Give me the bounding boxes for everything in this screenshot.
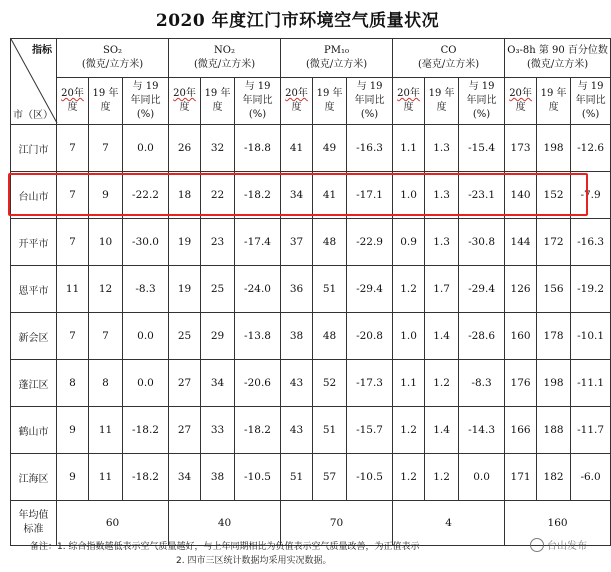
row-value-cell: 0.0 <box>123 125 169 172</box>
subheader-year-2020 <box>505 78 537 125</box>
row-value-cell: 140 <box>505 172 537 219</box>
row-value-cell: 29 <box>201 313 235 360</box>
row-value-cell: -17.4 <box>235 219 281 266</box>
row-value-cell: -18.2 <box>123 454 169 501</box>
row-value-cell: -10.5 <box>347 454 393 501</box>
standard-value-pm10: 70 <box>281 501 393 546</box>
row-value-cell: 0.9 <box>393 219 425 266</box>
row-value-cell: 52 <box>313 360 347 407</box>
row-value-cell: 7 <box>57 313 89 360</box>
subheader-text: 19 年 <box>428 88 455 99</box>
watermark-text: 台山发布 <box>547 541 587 552</box>
row-value-cell: 8 <box>57 360 89 407</box>
standard-label-text: 年均值 <box>18 510 49 521</box>
row-value-cell: 19 <box>169 266 201 313</box>
row-value-cell: 34 <box>201 360 235 407</box>
subheader-year-2019 <box>425 78 459 125</box>
table-row <box>11 266 611 313</box>
subheader-text: 与 19 <box>244 81 271 92</box>
group-name: NO₂ <box>214 45 235 56</box>
row-city-name: 开平市 <box>11 219 57 266</box>
subheader-text: 度 <box>548 102 559 113</box>
row-value-cell: 0.0 <box>123 313 169 360</box>
row-value-cell: 1.4 <box>425 407 459 454</box>
row-value-cell: 51 <box>313 407 347 454</box>
row-value-cell: 144 <box>505 219 537 266</box>
subheader-text: 20年 <box>509 88 532 99</box>
row-value-cell: -18.2 <box>235 172 281 219</box>
row-value-cell: 51 <box>313 266 347 313</box>
row-value-cell: -29.4 <box>347 266 393 313</box>
corner-label-city: 市（区） <box>13 110 53 121</box>
table-row <box>11 313 611 360</box>
row-value-cell: 38 <box>281 313 313 360</box>
table-row <box>11 360 611 407</box>
row-value-cell: 160 <box>505 313 537 360</box>
table-row <box>11 219 611 266</box>
standard-value-so2: 60 <box>57 501 169 546</box>
group-name: PM₁₀ <box>324 45 350 56</box>
row-value-cell: 0.0 <box>459 454 505 501</box>
row-value-cell: 9 <box>89 172 123 219</box>
row-value-cell: -30.0 <box>123 219 169 266</box>
row-value-cell: 1.2 <box>393 407 425 454</box>
row-value-cell: 1.0 <box>393 313 425 360</box>
group-name: CO <box>440 45 457 56</box>
row-value-cell: 7 <box>89 125 123 172</box>
subheader-text: (%) <box>581 109 600 120</box>
subheader-text: 与 19 <box>577 81 604 92</box>
subheader-yoy <box>123 78 169 125</box>
subheader-text: 19 年 <box>316 88 343 99</box>
row-value-cell: 18 <box>169 172 201 219</box>
subheader-text: 年同比 <box>575 95 606 106</box>
row-value-cell: 19 <box>169 219 201 266</box>
standard-value-no2: 40 <box>169 501 281 546</box>
row-value-cell: 1.3 <box>425 125 459 172</box>
row-value-cell: 41 <box>281 125 313 172</box>
row-value-cell: 173 <box>505 125 537 172</box>
subheader-year-2020 <box>393 78 425 125</box>
row-value-cell: 34 <box>281 172 313 219</box>
header-row-groups <box>11 39 611 78</box>
subheader-text: 年同比 <box>242 95 273 106</box>
row-value-cell: 1.7 <box>425 266 459 313</box>
subheader-text: 度 <box>291 102 302 113</box>
row-value-cell: 156 <box>537 266 571 313</box>
row-value-cell: 36 <box>281 266 313 313</box>
corner-label-indicator: 指标 <box>32 45 52 56</box>
subheader-text: 度 <box>100 102 111 113</box>
row-value-cell: -22.2 <box>123 172 169 219</box>
group-unit: (毫克/立方米) <box>417 59 480 70</box>
table-row <box>11 454 611 501</box>
row-value-cell: 27 <box>169 360 201 407</box>
row-value-cell: -13.8 <box>235 313 281 360</box>
row-value-cell: 1.2 <box>425 454 459 501</box>
row-value-cell: 8 <box>89 360 123 407</box>
row-value-cell: -23.1 <box>459 172 505 219</box>
standard-label-text: 标准 <box>23 524 44 535</box>
row-value-cell: 1.2 <box>425 360 459 407</box>
subheader-text: 20年 <box>397 88 420 99</box>
subheader-text: 20年 <box>61 88 84 99</box>
row-value-cell: -8.3 <box>123 266 169 313</box>
row-value-cell: 1.2 <box>393 266 425 313</box>
subheader-yoy <box>347 78 393 125</box>
group-unit: (微克/立方米) <box>193 59 256 70</box>
row-value-cell: -29.4 <box>459 266 505 313</box>
row-value-cell: -11.1 <box>571 360 611 407</box>
row-value-cell: 198 <box>537 125 571 172</box>
row-value-cell: -22.9 <box>347 219 393 266</box>
standard-row <box>11 501 611 546</box>
row-value-cell: -15.4 <box>459 125 505 172</box>
row-value-cell: -12.6 <box>571 125 611 172</box>
row-value-cell: -14.3 <box>459 407 505 454</box>
table-body <box>11 125 611 501</box>
row-value-cell: 12 <box>89 266 123 313</box>
subheader-text: (%) <box>248 109 267 120</box>
row-value-cell: 25 <box>169 313 201 360</box>
row-value-cell: -17.3 <box>347 360 393 407</box>
row-value-cell: -28.6 <box>459 313 505 360</box>
footnotes <box>30 540 590 568</box>
subheader-text: 与 19 <box>356 81 383 92</box>
subheader-text: 19 年 <box>204 88 231 99</box>
row-value-cell: 182 <box>537 454 571 501</box>
subheader-text: 年同比 <box>130 95 161 106</box>
subheader-text: (%) <box>360 109 379 120</box>
subheader-text: 度 <box>324 102 335 113</box>
row-city-name: 鹤山市 <box>11 407 57 454</box>
row-value-cell: 41 <box>313 172 347 219</box>
row-value-cell: 34 <box>169 454 201 501</box>
subheader-year-2020 <box>57 78 89 125</box>
watermark <box>530 537 587 552</box>
row-value-cell: 1.0 <box>393 172 425 219</box>
row-value-cell: 43 <box>281 360 313 407</box>
row-value-cell: 49 <box>313 125 347 172</box>
row-value-cell: -30.8 <box>459 219 505 266</box>
subheader-text: 度 <box>515 102 526 113</box>
subheader-year-2019 <box>313 78 347 125</box>
group-header-o3 <box>505 39 611 78</box>
header-row-subcolumns <box>11 78 611 125</box>
row-value-cell: 1.1 <box>393 360 425 407</box>
row-value-cell: 7 <box>57 172 89 219</box>
row-value-cell: 37 <box>281 219 313 266</box>
group-name: O₃-8h 第 90 百分位数 <box>507 45 608 56</box>
subheader-text: 度 <box>67 102 78 113</box>
subheader-year-2019 <box>89 78 123 125</box>
group-unit: (微克/立方米) <box>526 59 589 70</box>
subheader-text: 20年 <box>173 88 196 99</box>
group-unit: (微克/立方米) <box>305 59 368 70</box>
subheader-text: 19 年 <box>540 88 567 99</box>
row-value-cell: 7 <box>57 219 89 266</box>
group-header-no2 <box>169 39 281 78</box>
row-value-cell: 27 <box>169 407 201 454</box>
subheader-text: 度 <box>436 102 447 113</box>
row-value-cell: -10.5 <box>235 454 281 501</box>
row-value-cell: -18.2 <box>123 407 169 454</box>
subheader-text: 与 19 <box>132 81 159 92</box>
row-value-cell: -8.3 <box>459 360 505 407</box>
row-value-cell: 9 <box>57 454 89 501</box>
row-value-cell: -17.1 <box>347 172 393 219</box>
row-value-cell: 9 <box>57 407 89 454</box>
table-row <box>11 125 611 172</box>
subheader-text: 19 年 <box>92 88 119 99</box>
subheader-year-2020 <box>169 78 201 125</box>
subheader-yoy <box>459 78 505 125</box>
subheader-yoy <box>235 78 281 125</box>
row-value-cell: 33 <box>201 407 235 454</box>
group-header-co <box>393 39 505 78</box>
footnote-line-2: 2. 四市三区统计数据均采用实况数据。 <box>176 556 332 566</box>
subheader-text: 与 19 <box>468 81 495 92</box>
row-value-cell: -20.8 <box>347 313 393 360</box>
group-header-so2 <box>57 39 169 78</box>
row-value-cell: 1.1 <box>393 125 425 172</box>
row-value-cell: 10 <box>89 219 123 266</box>
row-value-cell: 43 <box>281 407 313 454</box>
row-value-cell: 0.0 <box>123 360 169 407</box>
row-value-cell: -16.3 <box>571 219 611 266</box>
row-value-cell: 38 <box>201 454 235 501</box>
row-value-cell: 26 <box>169 125 201 172</box>
row-city-name: 新会区 <box>11 313 57 360</box>
subheader-yoy <box>571 78 611 125</box>
subheader-text: 20年 <box>285 88 308 99</box>
row-city-name: 恩平市 <box>11 266 57 313</box>
row-value-cell: -24.0 <box>235 266 281 313</box>
row-value-cell: 166 <box>505 407 537 454</box>
subheader-text: 年同比 <box>354 95 385 106</box>
row-city-name: 江门市 <box>11 125 57 172</box>
row-value-cell: 25 <box>201 266 235 313</box>
row-value-cell: -11.7 <box>571 407 611 454</box>
row-city-name: 蓬江区 <box>11 360 57 407</box>
row-value-cell: 171 <box>505 454 537 501</box>
footnote-line-1: 备注：1. 综合指数越低表示空气质量越好，与上年同期相比为负值表示空气质量改善，为正值表示 <box>30 542 420 552</box>
row-value-cell: 198 <box>537 360 571 407</box>
row-city-name: 江海区 <box>11 454 57 501</box>
row-value-cell: -15.7 <box>347 407 393 454</box>
group-name: SO₂ <box>102 45 123 56</box>
row-value-cell: 11 <box>89 407 123 454</box>
subheader-year-2020 <box>281 78 313 125</box>
row-value-cell: -18.2 <box>235 407 281 454</box>
row-value-cell: 1.3 <box>425 172 459 219</box>
wechat-icon <box>530 538 544 552</box>
row-value-cell: -7.9 <box>571 172 611 219</box>
subheader-text: 年同比 <box>466 95 497 106</box>
row-value-cell: -18.8 <box>235 125 281 172</box>
row-value-cell: 48 <box>313 313 347 360</box>
standard-value-o3: 160 <box>505 501 611 546</box>
row-value-cell: 178 <box>537 313 571 360</box>
row-value-cell: 172 <box>537 219 571 266</box>
row-value-cell: 7 <box>57 125 89 172</box>
table-row <box>11 172 611 219</box>
row-value-cell: 1.3 <box>425 219 459 266</box>
row-value-cell: -19.2 <box>571 266 611 313</box>
group-header-pm10 <box>281 39 393 78</box>
subheader-text: (%) <box>472 109 491 120</box>
row-value-cell: -10.1 <box>571 313 611 360</box>
row-value-cell: -16.3 <box>347 125 393 172</box>
table-row <box>11 407 611 454</box>
row-value-cell: 48 <box>313 219 347 266</box>
row-city-name: 台山市 <box>11 172 57 219</box>
row-value-cell: 57 <box>313 454 347 501</box>
subheader-text: 度 <box>212 102 223 113</box>
row-value-cell: 11 <box>57 266 89 313</box>
row-value-cell: 1.4 <box>425 313 459 360</box>
standard-value-co: 4 <box>393 501 505 546</box>
subheader-year-2019 <box>201 78 235 125</box>
row-value-cell: 23 <box>201 219 235 266</box>
row-value-cell: 11 <box>89 454 123 501</box>
row-value-cell: 1.2 <box>393 454 425 501</box>
row-value-cell: 126 <box>505 266 537 313</box>
subheader-text: (%) <box>136 109 155 120</box>
standard-label <box>11 501 57 546</box>
row-value-cell: 152 <box>537 172 571 219</box>
row-value-cell: 51 <box>281 454 313 501</box>
row-value-cell: 32 <box>201 125 235 172</box>
subheader-text: 度 <box>179 102 190 113</box>
header-corner-cell <box>11 39 57 125</box>
row-value-cell: 22 <box>201 172 235 219</box>
row-value-cell: 176 <box>505 360 537 407</box>
subheader-text: 度 <box>403 102 414 113</box>
group-unit: (微克/立方米) <box>81 59 144 70</box>
row-value-cell: -6.0 <box>571 454 611 501</box>
air-quality-table <box>10 38 611 546</box>
subheader-year-2019 <box>537 78 571 125</box>
page-title: 2020 年度江门市环境空气质量状况 <box>155 11 440 31</box>
row-value-cell: 188 <box>537 407 571 454</box>
row-value-cell: -20.6 <box>235 360 281 407</box>
row-value-cell: 7 <box>89 313 123 360</box>
